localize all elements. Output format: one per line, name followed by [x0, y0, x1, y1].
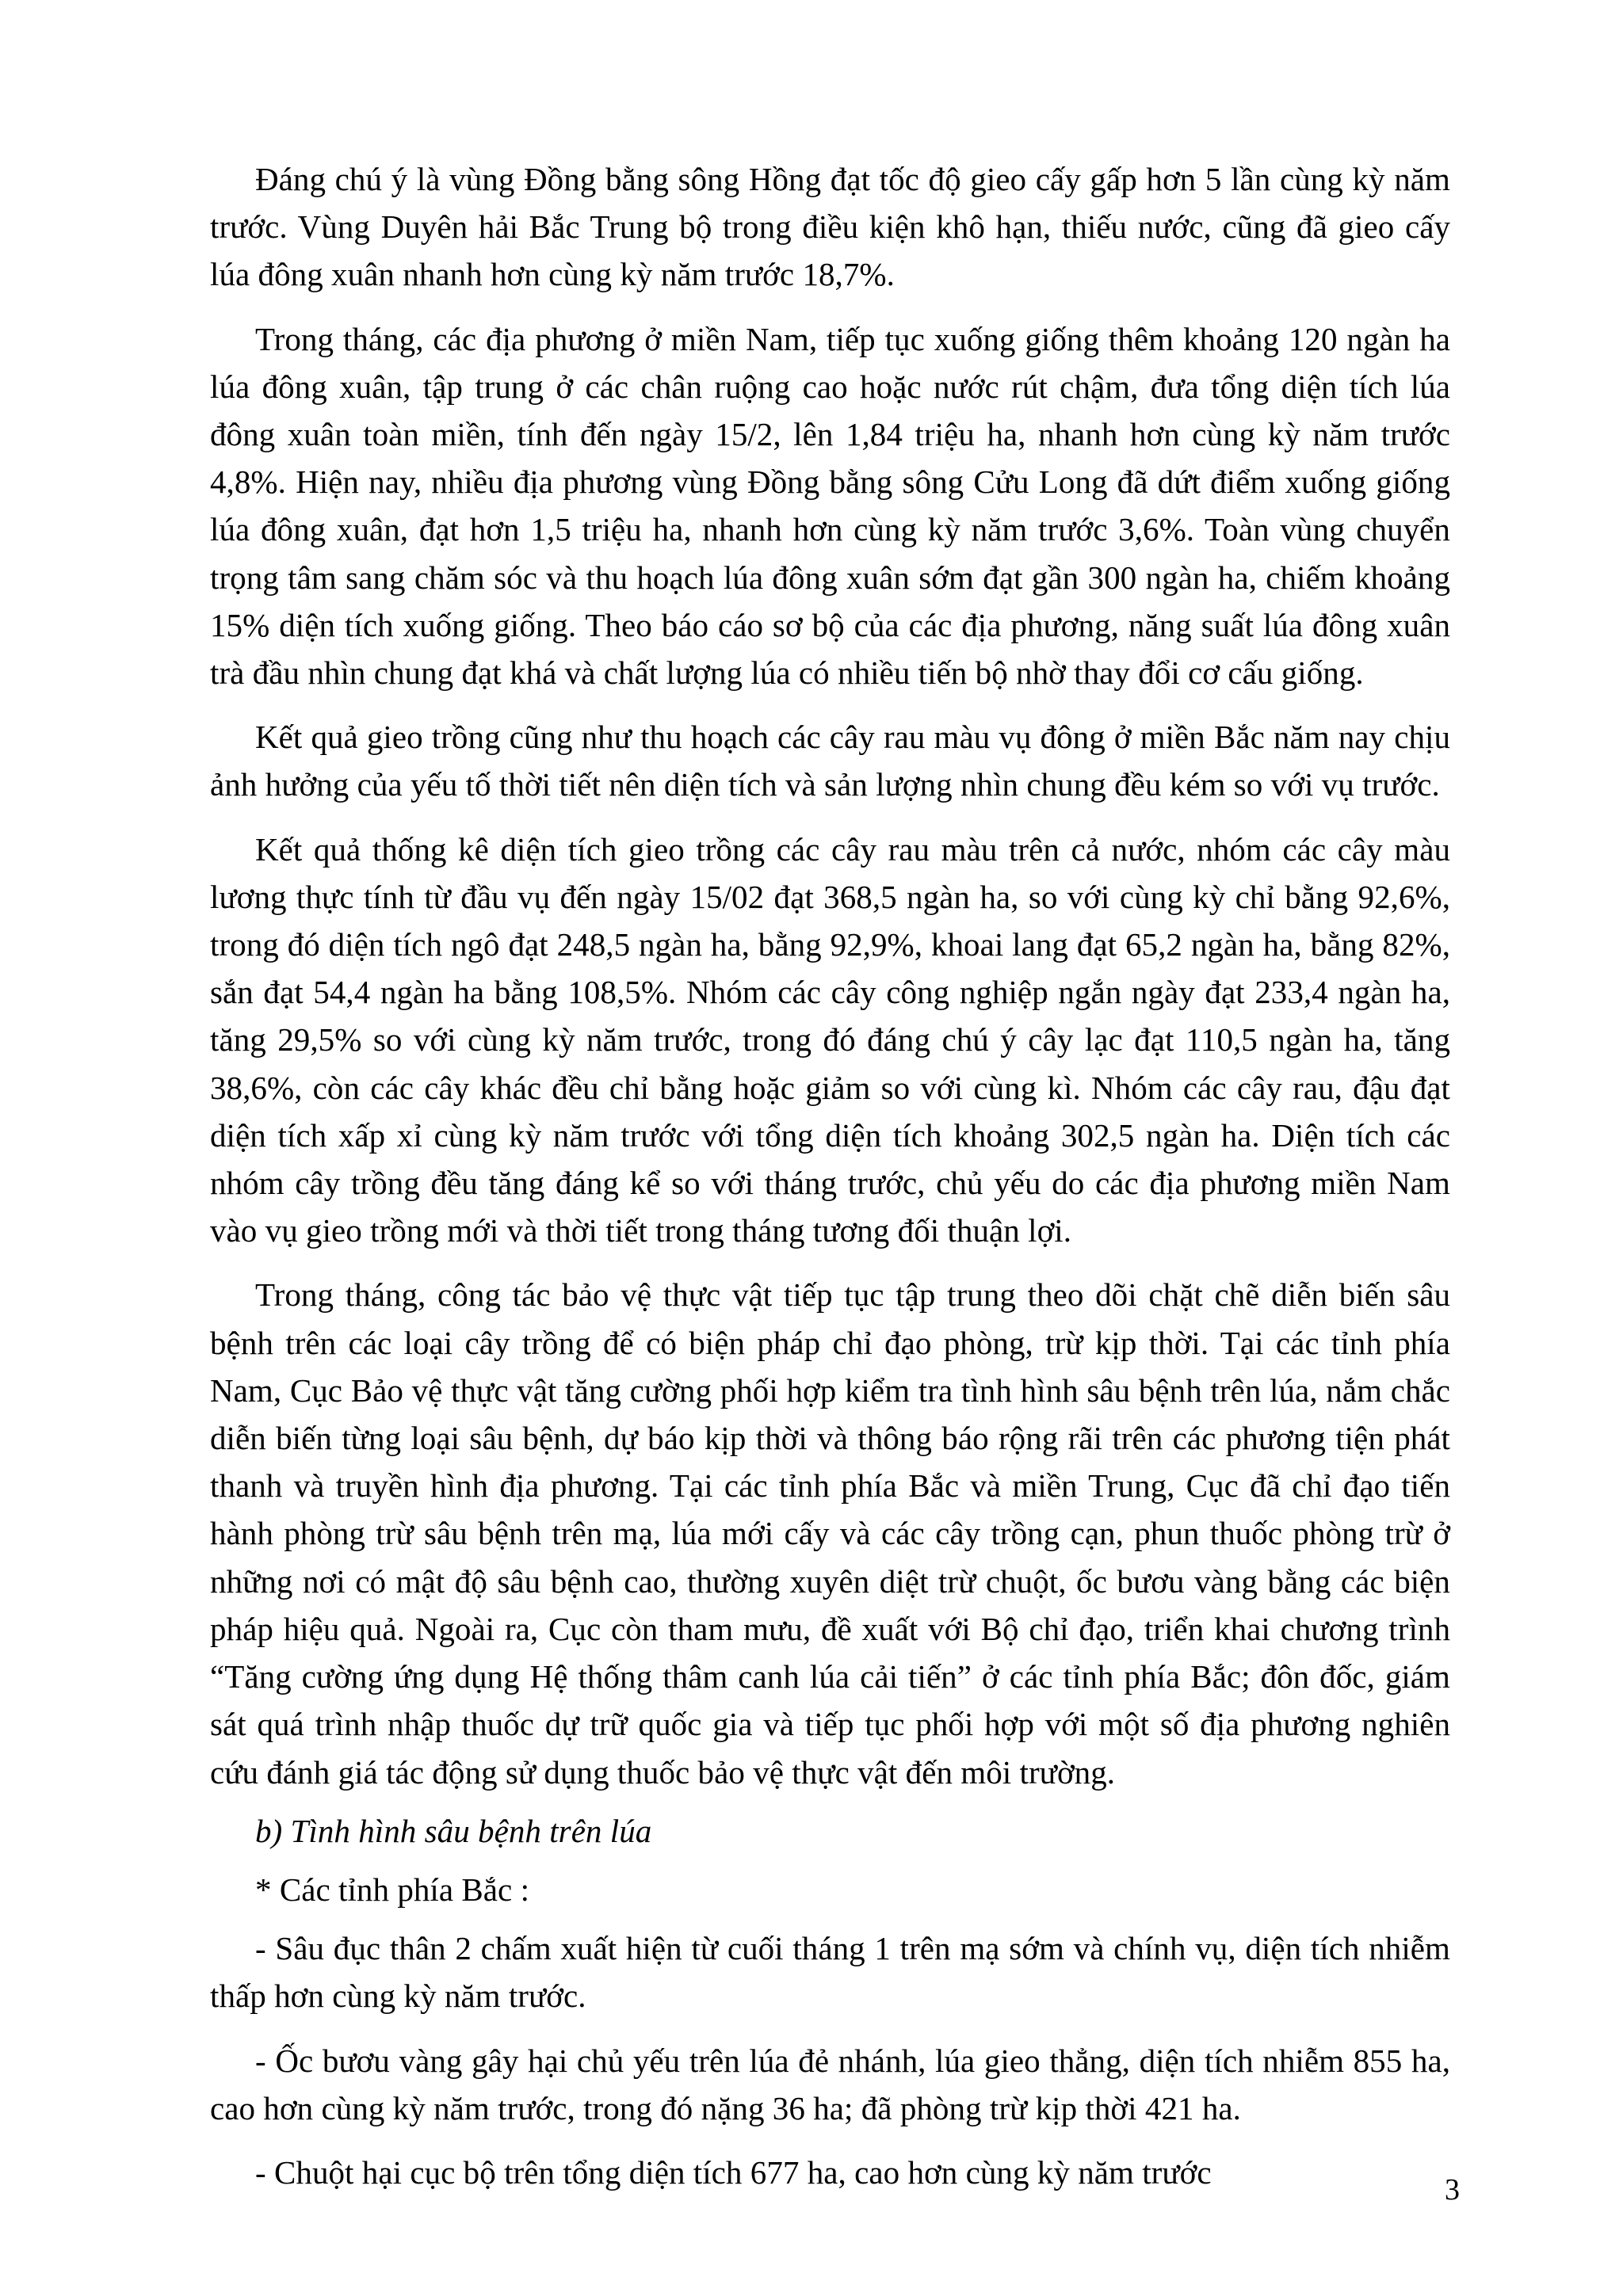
paragraph-plant-protection: Trong tháng, công tác bảo vệ thực vật tiếp tục tập trung theo dõi chặt chẽ diễn biến sâu bệnh trên các loại cây trồng để có biện pháp chỉ đạo phòng, trừ kịp thời. Tại các tỉnh phía Nam, Cục Bảo vệ thực vật tăng cường phối hợp kiểm tra tình hình sâu bệnh trên lúa, nắm chắc diễn biến từng loại sâu bệnh, dự báo kịp thời và thông báo rộng rãi trên các phương tiện phát thanh và truyền hình địa phương. Tại các tỉnh phía Bắc và miền Trung, Cục đã chỉ đạo tiến hành phòng trừ sâu bệnh trên mạ, lúa mới cấy và các cây trồng cạn, phun thuốc phòng trừ ở những nơi có mật độ sâu bệnh cao, thường xuyên diệt trừ chuột, ốc bươu vàng bằng các biện pháp hiệu quả. Ngoài ra, Cục còn tham mưu, đề xuất với Bộ chỉ đạo, triển khai chương trình “Tăng cường ứng dụng Hệ thống thâm canh lúa cải tiến” ở các tỉnh phía Bắc; đôn đốc, giám sát quá trình nhập thuốc dự trữ quốc gia và tiếp tục phối hợp với một số địa phương nghiên cứu đánh giá tác động sử dụng thuốc bảo vệ thực vật đến môi trường. [210, 1276, 1450, 1791]
list-item-stem-borer: - Sâu đục thân 2 chấm xuất hiện từ cuối tháng 1 trên mạ sớm và chính vụ, diện tích nhiễm thấp hơn cùng kỳ năm trước. [210, 1930, 1450, 2015]
list-item-golden-apple-snail: - Ốc bươu vàng gây hại chủ yếu trên lúa đẻ nhánh, lúa gieo thẳng, diện tích nhiễm 855 ha, cao hơn cùng kỳ năm trước, trong đó nặng 36 ha; đã phòng trừ kịp thời 421 ha. [210, 2042, 1450, 2126]
section-heading: b) Tình hình sâu bệnh trên lúa [255, 1812, 652, 1849]
paragraph-rice-sowing-south: Trong tháng, các địa phương ở miền Nam, tiếp tục xuống giống thêm khoảng 120 ngàn ha lúa đông xuân, tập trung ở các chân ruộng cao hoặc nước rút chậm, đưa tổng diện tích lúa đông xuân toàn miền, tính đến ngày 15/2, lên 1,84 triệu ha, nhanh hơn cùng kỳ năm trước 4,8%. Hiện nay, nhiều địa phương vùng Đồng bằng sông Cửu Long đã dứt điểm xuống giống lúa đông xuân, đạt hơn 1,5 triệu ha, nhanh hơn cùng kỳ năm trước 3,6%. Toàn vùng chuyển trọng tâm sang chăm sóc và thu hoạch lúa đông xuân sớm đạt gần 300 ngàn ha, chiếm khoảng 15% diện tích xuống giống. Theo báo cáo sơ bộ của các địa phương, năng suất lúa đông xuân trà đầu nhìn chung đạt khá và chất lượng lúa có nhiều tiến bộ nhờ thay đổi cơ cấu giống. [210, 320, 1450, 692]
list-item-rats: - Chuột hại cục bộ trên tổng diện tích 677 ha, cao hơn cùng kỳ năm trước [255, 2153, 1212, 2191]
document-page [210, 155, 1450, 2196]
paragraph-winter-crops: Kết quả gieo trồng cũng như thu hoạch các cây rau màu vụ đông ở miền Bắc năm nay chịu ảnh hưởng của yếu tố thời tiết nên diện tích và sản lượng nhìn chung đều kém so với vụ trước. [210, 719, 1450, 803]
page-number: 3 [1445, 2173, 1460, 2206]
subheading-northern-provinces: * Các tỉnh phía Bắc : [255, 1871, 530, 1908]
paragraph-crop-statistics: Kết quả thống kê diện tích gieo trồng các cây rau màu trên cả nước, nhóm các cây màu lương thực tính từ đầu vụ đến ngày 15/02 đạt 368,5 ngàn ha, so với cùng kỳ chỉ bằng 92,6%, trong đó diện tích ngô đạt 248,5 ngàn ha, bằng 92,9%, khoai lang đạt 65,2 ngàn ha, bằng 82%, sắn đạt 54,4 ngàn ha bằng 108,5%. Nhóm các cây công nghiệp ngắn ngày đạt 233,4 ngàn ha, tăng 29,5% so với cùng kỳ năm trước, trong đó đáng chú ý cây lạc đạt 110,5 ngàn ha, tăng 38,6%, còn các cây khác đều chỉ bằng hoặc giảm so với cùng kì. Nhóm các cây rau, đậu đạt diện tích xấp xỉ cùng kỳ năm trước với tổng diện tích khoảng 302,5 ngàn ha. Diện tích các nhóm cây trồng đều tăng đáng kể so với tháng trước, chủ yếu do các địa phương miền Nam vào vụ gieo trồng mới và thời tiết trong tháng tương đối thuận lợi. [210, 830, 1450, 1249]
paragraph-rice-sowing-north: Đáng chú ý là vùng Đồng bằng sông Hồng đạt tốc độ gieo cấy gấp hơn 5 lần cùng kỳ năm trước. Vùng Duyên hải Bắc Trung bộ trong điều kiện khô hạn, thiếu nước, cũng đã gieo cấy lúa đông xuân nhanh hơn cùng kỳ năm trước 18,7%. [210, 161, 1450, 293]
